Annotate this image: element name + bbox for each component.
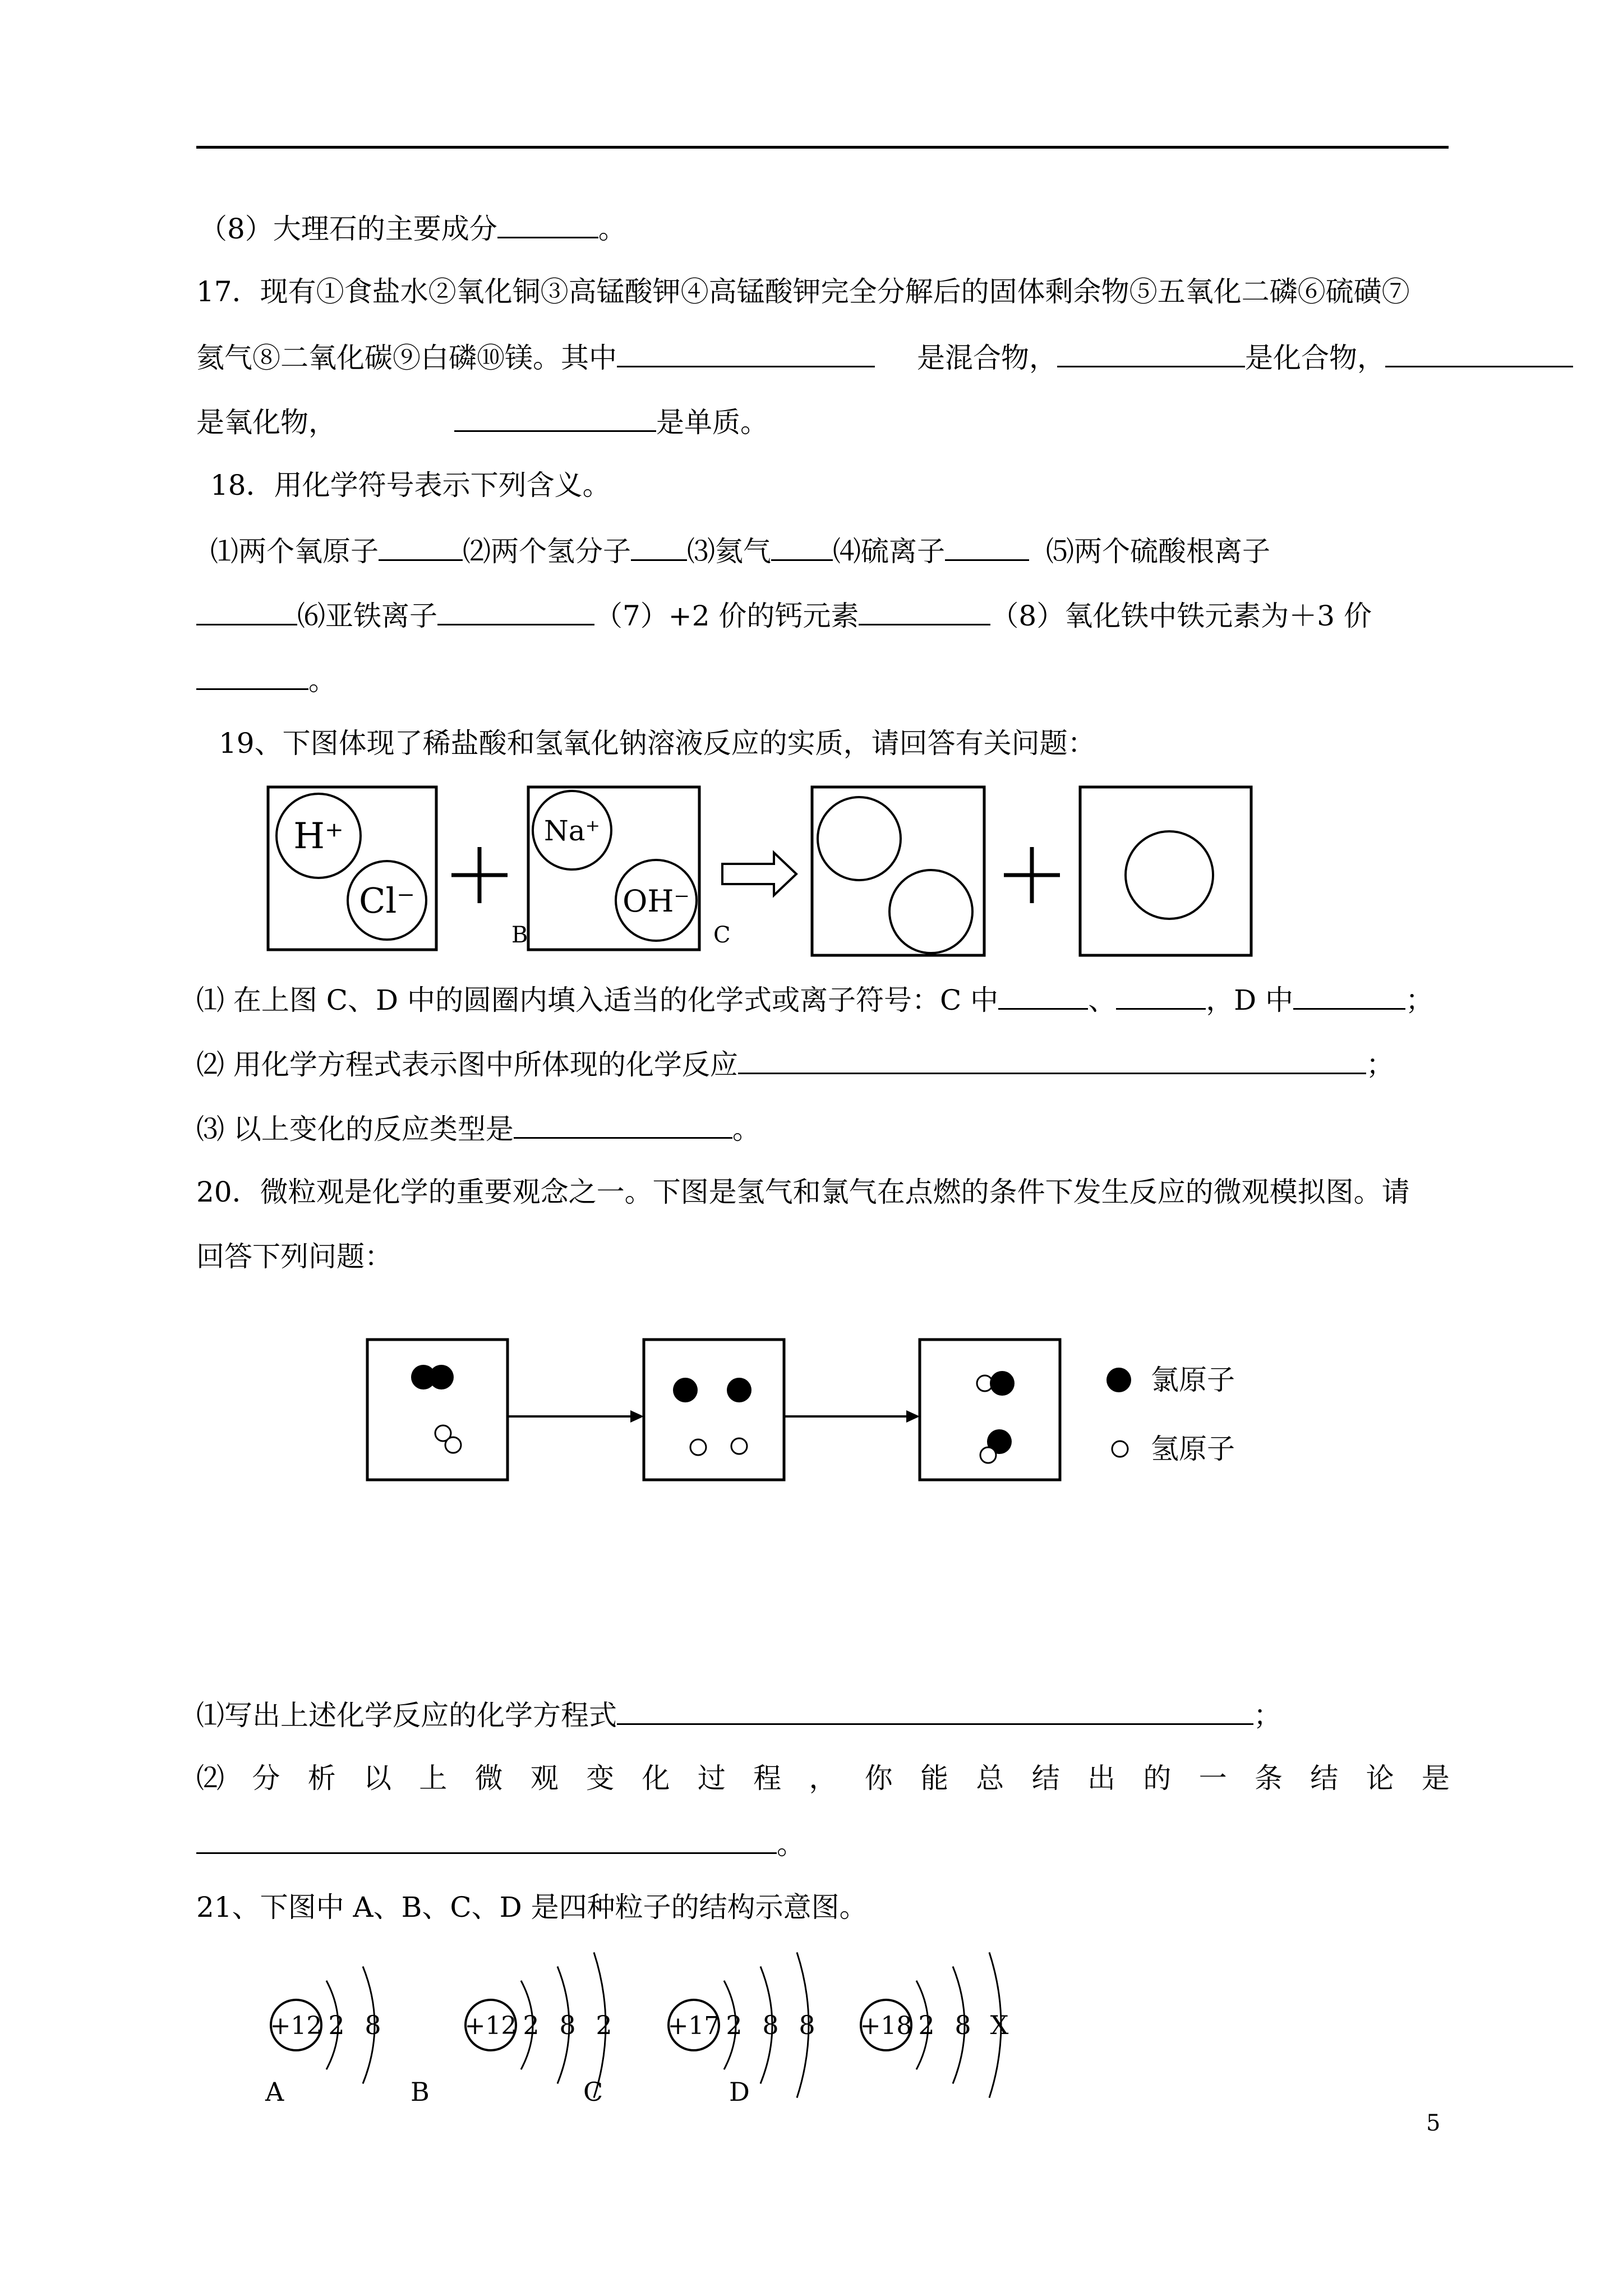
spaced-char: 上 [419,1762,448,1795]
q17-line1: 17．现有①食盐水②氧化铜③高锰酸钾④高锰酸钾完全分解后的固体剩余物⑤五氧化二磷⑥硫磺⑦ [196,275,1410,308]
nucleus-charge: +12 [270,2012,322,2040]
q19-sub3: ⑶ 以上变化的反应类型是 。 [196,1108,760,1149]
electron-count: 2 [523,2010,540,2040]
q20-line2: 回答下列问题： [196,1240,393,1273]
spaced-char: 化 [642,1762,670,1795]
nucleus-charge: +18 [860,2012,912,2040]
q20-sub1: ⑴写出上述化学反应的化学方程式 ； [196,1694,1281,1735]
cl-ion-label: Cl⁻ [359,880,415,921]
spaced-char: 是 [1421,1762,1450,1795]
electron-count: 8 [955,2010,971,2040]
q17-line2: 氦气⑧二氧化碳⑨白磷⑩镁。其中 是混合物， 是化合物， [196,337,1573,378]
q19-sub1: ⑴ 在上图 C、D 中的圆圈内填入适当的化学式或离子符号：C 中 、 ，D 中 ； [196,979,1433,1020]
q16-item8: （8）大理石的主要成分 。 [199,208,626,249]
spaced-char: 你 [864,1762,893,1795]
nucleus-charge: +17 [667,2012,720,2040]
legend-h-label: 氢原子 [1151,1433,1235,1465]
spaced-char: 以 [363,1762,391,1795]
atom-label: D [729,2077,750,2107]
spaced-char: 观 [530,1762,559,1795]
page-number: 5 [1426,2110,1441,2136]
spaced-char: 析 [307,1762,336,1795]
electron-count: 2 [596,2010,612,2040]
electron-count: 8 [559,2010,576,2040]
spaced-char: 结 [1310,1762,1339,1795]
q21-title: 21、下图中 A、B、C、D 是四种粒子的结构示意图。 [196,1891,868,1924]
q19-title: 19、下图体现了稀盐酸和氢氧化钠溶液反应的实质，请回答有关问题： [219,727,1096,760]
spaced-char: ⑵ [196,1762,224,1795]
spaced-char: 过 [697,1762,726,1795]
atom-label: B [411,2077,430,2107]
q18-line1: ⑴两个氧原子 ⑵两个氢分子 ⑶氦气 ⑷硫离子 ⑸两个硫酸根离子 [210,530,1270,571]
spaced-char: 程 [753,1762,782,1795]
label-b: B [511,922,528,948]
spaced-char: 条 [1254,1762,1283,1795]
atom-label: C [583,2077,603,2107]
spaced-char: 分 [252,1762,280,1795]
nucleus-charge: +12 [464,2012,517,2040]
legend-cl-label: 氯原子 [1151,1364,1235,1396]
q18-line3: 。 [196,659,336,700]
q18-line2: ⑹亚铁离子 （7）+2 价的钙元素 （8）氧化铁中铁元素为＋3 价 [196,595,1372,636]
electron-count: 2 [918,2010,935,2040]
electron-count: 2 [726,2010,743,2040]
spaced-char: 一 [1198,1762,1227,1795]
q19-sub2: ⑵ 用化学方程式表示图中所体现的化学反应 ； [196,1043,1394,1084]
spaced-char: ， [809,1762,837,1795]
spaced-char: 总 [976,1762,1004,1795]
spaced-char: 能 [920,1762,949,1795]
spaced-char: 微 [474,1762,503,1795]
q17-line3: 是氧化物， 是单质。 [196,401,768,442]
electron-count: 8 [762,2010,779,2040]
spaced-char: 论 [1366,1762,1394,1795]
electron-count: 2 [328,2010,345,2040]
spaced-char: 出 [1087,1762,1115,1795]
electron-count: 8 [799,2010,815,2040]
electron-count: X [990,2010,1009,2040]
label-c: C [713,922,731,948]
q20-sub2-answer: 。 [196,1823,805,1864]
atom-label: A [265,2077,284,2107]
q18-title: 18．用化学符号表示下列含义。 [210,469,611,501]
spaced-char: 变 [586,1762,615,1795]
electron-count: 8 [365,2010,381,2040]
spaced-char: 结 [1031,1762,1060,1795]
oh-ion-label: OH⁻ [623,884,690,919]
h-ion-label: H⁺ [293,816,344,857]
q20-line1: 20．微粒观是化学的重要观念之一。下图是氢气和氯气在点燃的条件下发生反应的微观模拟图。请 [196,1176,1410,1208]
spaced-char: 的 [1143,1762,1172,1795]
na-ion-label: Na⁺ [544,815,600,847]
